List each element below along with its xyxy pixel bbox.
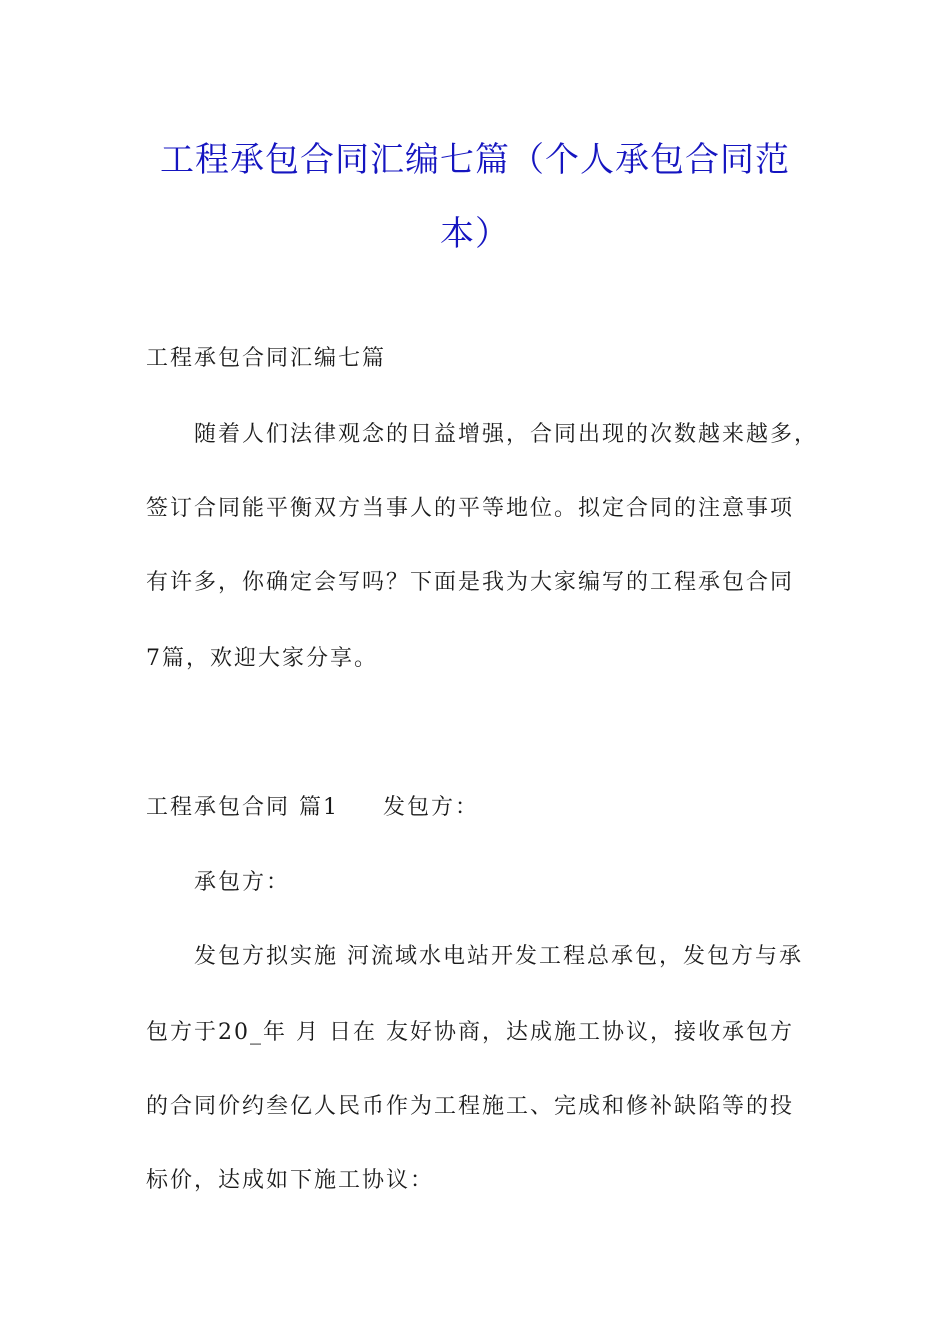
- intro-paragraph-line-4: 7篇，欢迎大家分享。: [146, 646, 378, 671]
- contract-body-line-2: 包方于20_年 月 日在 友好协商，达成施工协议，接收承包方: [146, 1020, 794, 1045]
- contract-section-heading: [146, 797, 479, 819]
- collection-heading: 工程承包合同汇编七篇: [146, 346, 387, 371]
- intro-paragraph-line-1: 随着人们法律观念的日益增强，合同出现的次数越来越多，: [194, 422, 819, 447]
- document-title-line-2: 本）: [440, 214, 510, 254]
- document-title-line-1: 工程承包合同汇编七篇（个人承包合同范: [160, 140, 790, 180]
- section-title: 工程承包合同 篇1: [146, 795, 339, 820]
- contract-body-line-1: 发包方拟实施 河流域水电站开发工程总承包，发包方与承: [194, 944, 803, 969]
- contract-body-line-4: 标价，达成如下施工协议：: [146, 1168, 435, 1193]
- contract-body-line-3: 的合同价约叁亿人民币作为工程施工、完成和修补缺陷等的投: [146, 1094, 795, 1119]
- intro-paragraph-line-2: 签订合同能平衡双方当事人的平等地位。拟定合同的注意事项: [146, 496, 795, 521]
- employer-label: 发包方：: [383, 795, 480, 820]
- intro-paragraph-line-3: 有许多，你确定会写吗？下面是我为大家编写的工程承包合同: [146, 570, 795, 595]
- contractor-label: 承包方：: [194, 870, 291, 895]
